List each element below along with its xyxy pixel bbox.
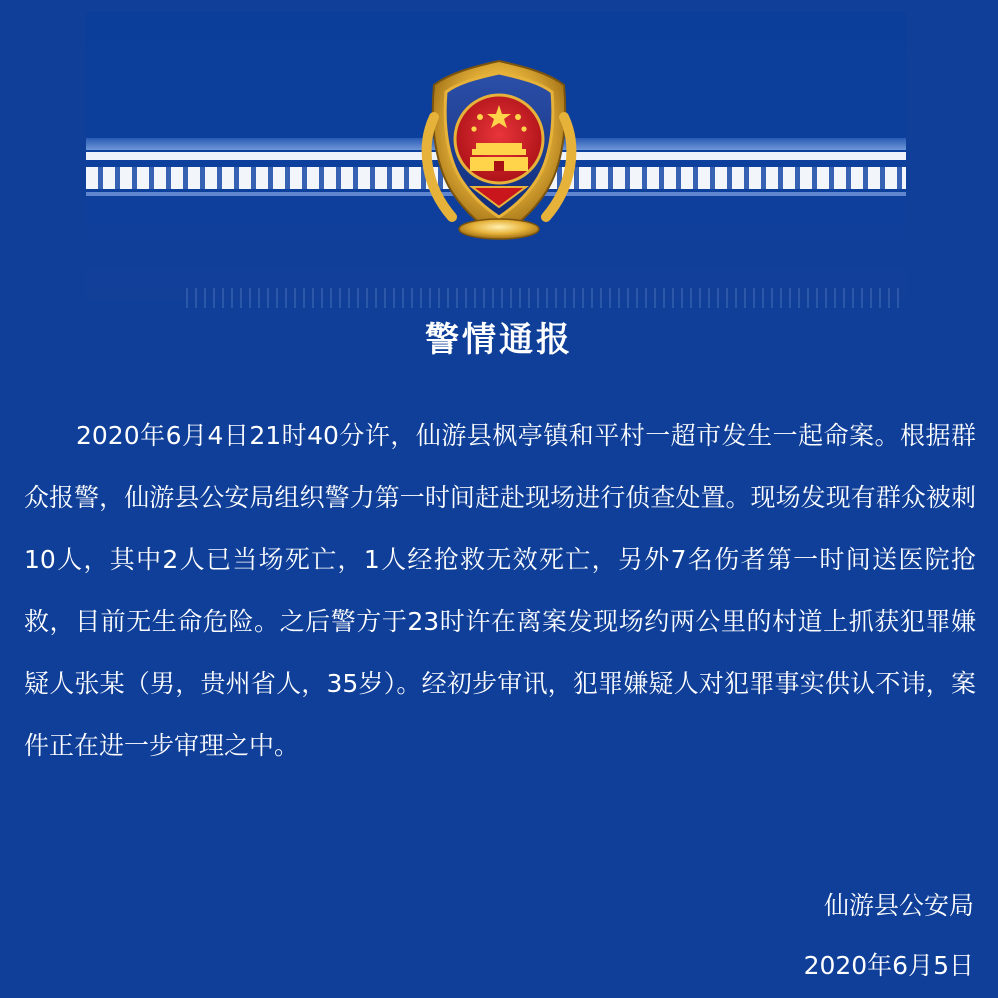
notice-signature	[804, 876, 974, 996]
notice-title: 警情通报	[425, 320, 573, 360]
police-emblem-icon	[412, 57, 586, 242]
banner-dot-row	[186, 288, 906, 308]
issue-date: 2020年6月5日	[803, 951, 974, 980]
notice-body: 2020年6月4日21时40分许，仙游县枫亭镇和平村一超市发生一起命案。根据群众报警，仙游县公安局组织警力第一时间赶赴现场进行侦查处置。现场发现有群众被刺10人，其中2人已当场死亡，1人经抢救无效死亡，另外7名伤者第一时间送医院抢救，目前无生命危险。之后警方于23时许在离案发现场约两公里的村道上抓获犯罪嫌疑人张某（男，贵州省人，35岁）。经初步审讯，犯罪嫌疑人对犯罪事实供认不讳，案件正在进一步审理之中。	[24, 421, 976, 760]
issuer-name: 仙游县公安局	[823, 891, 974, 920]
header-banner	[86, 12, 906, 300]
